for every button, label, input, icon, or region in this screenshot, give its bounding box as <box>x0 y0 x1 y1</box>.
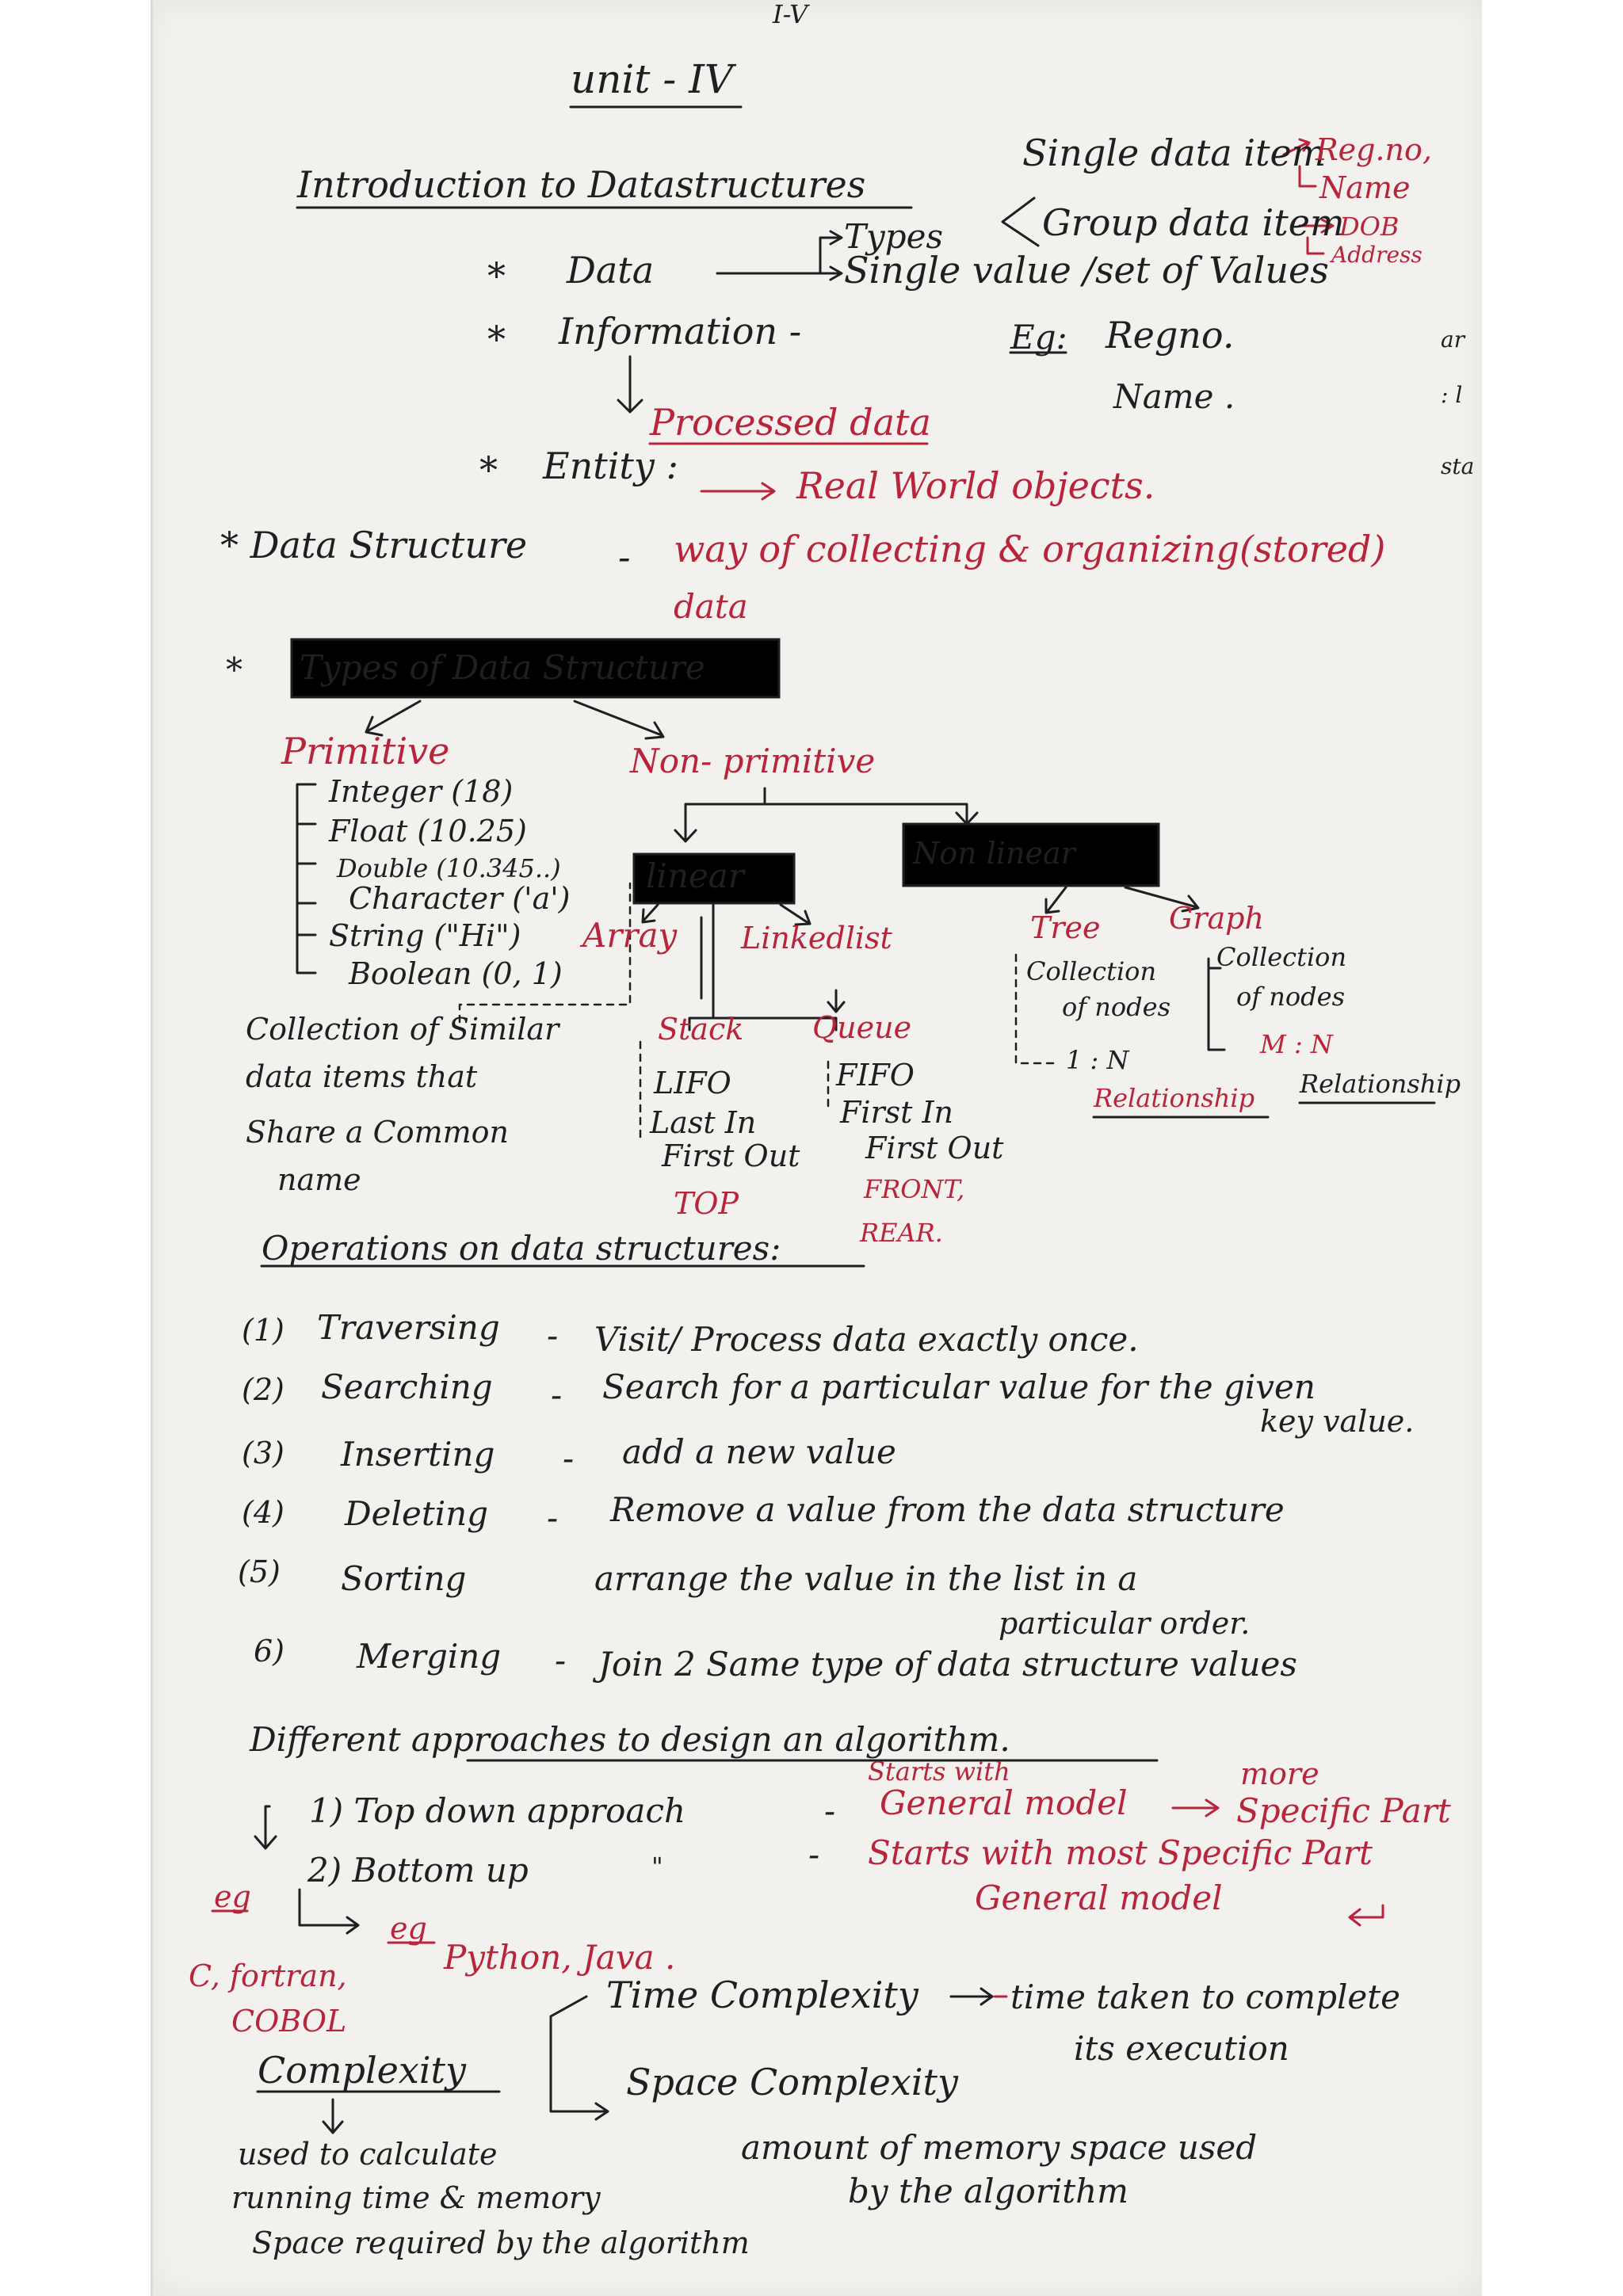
starts-with-specific: Starts with most Specific Part <box>868 1833 1373 1872</box>
op1-name: Traversing <box>317 1308 500 1347</box>
op2-desc: Search for a particular value for the given <box>602 1367 1316 1406</box>
bottomup-eg-arrow <box>300 1890 358 1933</box>
primitive-bracket <box>297 784 315 973</box>
operations-heading: Operations on data structures: <box>262 1229 781 1268</box>
non-primitive-label: Non- primitive <box>630 742 876 780</box>
op2-num: (2) <box>242 1372 285 1407</box>
graph-relationship: Relationship <box>1300 1069 1461 1099</box>
op5-desc2: particular order. <box>999 1606 1251 1641</box>
top-down-approach: 1) Top down approach <box>309 1791 686 1830</box>
op2-name: Searching <box>321 1367 493 1406</box>
graph-bracket <box>1209 959 1224 1050</box>
primitive-integer: Integer (18) <box>329 774 514 809</box>
ds-definition-line2: data <box>674 587 748 626</box>
eg-regno: Regno. <box>1106 314 1235 357</box>
op4-desc: Remove a value from the data structure <box>610 1490 1285 1529</box>
space-required: Space required by the algorithm <box>252 2225 750 2260</box>
op4-name: Deleting <box>345 1494 489 1533</box>
complexity-down-arrow <box>323 2100 342 2133</box>
queue-rear: REAR. <box>860 1218 943 1248</box>
stack-last-in: Last In <box>650 1105 757 1140</box>
arrow-to-non-primitive <box>575 701 663 738</box>
op6-desc: Join 2 Same type of data structure values <box>598 1645 1297 1684</box>
general-model: General model <box>880 1783 1128 1822</box>
op1-dash: - <box>547 1316 559 1355</box>
array-label: Array <box>582 916 678 955</box>
op6-num: 6) <box>254 1634 285 1669</box>
op3-dash: - <box>563 1439 575 1478</box>
op1-desc: Visit/ Process data exactly once. <box>594 1320 1139 1359</box>
dob-label: DOB <box>1339 212 1400 242</box>
op6-name: Merging <box>357 1637 502 1676</box>
tree-label: Tree <box>1030 910 1101 945</box>
time-complexity-desc2: its execution <box>1074 2029 1289 2068</box>
queue-first-in: First In <box>840 1095 954 1130</box>
stack-lifo: LIFO <box>654 1066 731 1100</box>
op5-desc: arrange the value in the list in a <box>594 1559 1138 1598</box>
cobol: COBOL <box>231 2004 347 2039</box>
primitive-float: Float (10.25) <box>329 814 527 849</box>
ds-label: * Data Structure <box>220 524 528 566</box>
queue-first-out: First Out <box>865 1131 1004 1165</box>
array-desc-1: Collection of Similar <box>246 1012 559 1047</box>
margin-mark-2: : l <box>1441 382 1463 408</box>
types-heading: Types of Data Structure <box>300 648 705 687</box>
linear-label: linear <box>646 856 744 895</box>
to-tree-arrow <box>1046 887 1066 913</box>
complexity-brace <box>551 1997 608 2119</box>
op4-num: (4) <box>242 1495 285 1530</box>
time-arrow <box>951 1989 992 2004</box>
approaches-heading: Different approaches to design an algorithm. <box>250 1720 1010 1759</box>
c-fortran: C, fortran, <box>189 1958 347 1993</box>
stack-label: Stack <box>658 1012 744 1047</box>
op1-num: (1) <box>242 1313 285 1348</box>
time-complexity-desc: time taken to complete <box>1010 1978 1401 2016</box>
name-label: Name <box>1319 170 1411 205</box>
primitive-double: Double (10.345..) <box>337 853 561 883</box>
graph-ratio: M : N <box>1260 1029 1333 1059</box>
stack-first-out: First Out <box>662 1138 800 1173</box>
single-data-item: Single data item <box>1022 132 1327 174</box>
op3-name: Inserting <box>341 1435 495 1474</box>
bottom-up-dash: - <box>808 1835 820 1874</box>
python-java: Python, Java . <box>444 1938 676 1977</box>
processed-data: Processed data <box>650 401 931 444</box>
general-back-arrow <box>1350 1905 1383 1925</box>
space-complexity-desc: amount of memory space used <box>741 2128 1258 2167</box>
margin-mark-1: ar <box>1441 326 1465 353</box>
asterisk-data: * <box>487 254 506 297</box>
op4-dash: - <box>547 1498 559 1537</box>
starts-with: Starts with <box>868 1756 1010 1787</box>
primitive-label: Primitive <box>281 730 450 772</box>
eg-bottomup: eg <box>390 1911 427 1946</box>
asterisk-entity: * <box>479 448 498 491</box>
types-label: Types <box>844 217 944 256</box>
types-fork-arrow <box>1002 198 1038 246</box>
linked-list-label: Linkedlist <box>741 921 892 955</box>
information-term: Information - <box>559 310 802 353</box>
single-value-text: Single value /set of Values <box>844 249 1329 292</box>
eg-left: eg <box>214 1879 251 1914</box>
unit-title: unit - IV <box>571 56 734 102</box>
asterisk-types: * <box>226 650 242 689</box>
eg-name: Name . <box>1113 377 1235 416</box>
bottom-up: 2) Bottom up <box>307 1851 529 1890</box>
queue-fifo: FIFO <box>836 1058 915 1093</box>
regno-label: Reg.no, <box>1316 132 1432 167</box>
running-time-memory: running time & memory <box>231 2180 601 2215</box>
tree-relationship: Relationship <box>1094 1083 1255 1113</box>
non-linear-label: Non linear <box>913 836 1075 871</box>
space-complexity-desc2: by the algorithm <box>848 2172 1129 2210</box>
space-complexity: Space Complexity <box>626 2061 959 2103</box>
op3-desc: add a new value <box>622 1432 896 1471</box>
more-label: more <box>1240 1756 1319 1791</box>
information-down-arrow <box>618 357 642 412</box>
graph-collection: Collection <box>1216 942 1347 972</box>
eg-label: Eg: <box>1010 318 1067 357</box>
asterisk-information: * <box>487 318 506 360</box>
entity-arrow <box>701 483 774 499</box>
ds-dash: - <box>618 536 631 578</box>
array-desc-2: data items that <box>246 1059 478 1094</box>
op2-desc2: key value. <box>1260 1404 1415 1439</box>
graph-label: Graph <box>1169 901 1264 936</box>
specific-part: Specific Part <box>1236 1791 1451 1830</box>
ds-definition-line1: way of collecting & organizing(stored) <box>674 528 1386 570</box>
data-term: Data <box>567 249 655 292</box>
page-number: I-V <box>773 0 808 29</box>
intro-heading: Introduction to Datastructures <box>297 163 866 206</box>
queue-arrow <box>828 990 844 1012</box>
ditto-mark: " <box>651 1852 663 1882</box>
stack-top: TOP <box>674 1186 739 1221</box>
data-to-single-value-arrow <box>820 267 842 280</box>
tree-of-nodes: of nodes <box>1062 992 1170 1022</box>
op3-num: (3) <box>242 1436 285 1470</box>
time-complexity: Time Complexity <box>606 1974 918 2016</box>
complexity-label: Complexity <box>258 2049 467 2092</box>
topdown-side-arrow <box>255 1806 276 1848</box>
margin-mark-3: sta <box>1441 453 1475 479</box>
queue-label: Queue <box>812 1010 912 1045</box>
tree-ratio: 1 : N <box>1066 1045 1129 1075</box>
op6-dash: - <box>555 1641 567 1680</box>
tree-collection: Collection <box>1026 956 1157 986</box>
primitive-boolean: Boolean (0, 1) <box>349 956 563 991</box>
queue-front: FRONT, <box>864 1174 965 1204</box>
top-down-dash: - <box>824 1791 836 1830</box>
op2-dash: - <box>551 1375 563 1414</box>
graph-of-nodes: of nodes <box>1236 982 1345 1012</box>
group-data-item: Group data item <box>1042 201 1345 244</box>
data-to-types-arrow <box>717 231 842 273</box>
real-world-objects: Real World objects. <box>796 464 1155 507</box>
array-desc-3: Share a Common <box>246 1115 509 1150</box>
op5-name: Sorting <box>341 1559 467 1598</box>
array-desc-4: name <box>277 1162 361 1197</box>
entity-term: Entity : <box>543 444 678 487</box>
address-label: Address <box>1331 242 1423 268</box>
primitive-character: Character ('a') <box>349 881 571 916</box>
used-to-calculate: used to calculate <box>238 2137 498 2172</box>
general-model-2: General model <box>975 1878 1223 1917</box>
op5-num: (5) <box>238 1554 281 1589</box>
primitive-string: String ("Hi") <box>329 918 521 953</box>
